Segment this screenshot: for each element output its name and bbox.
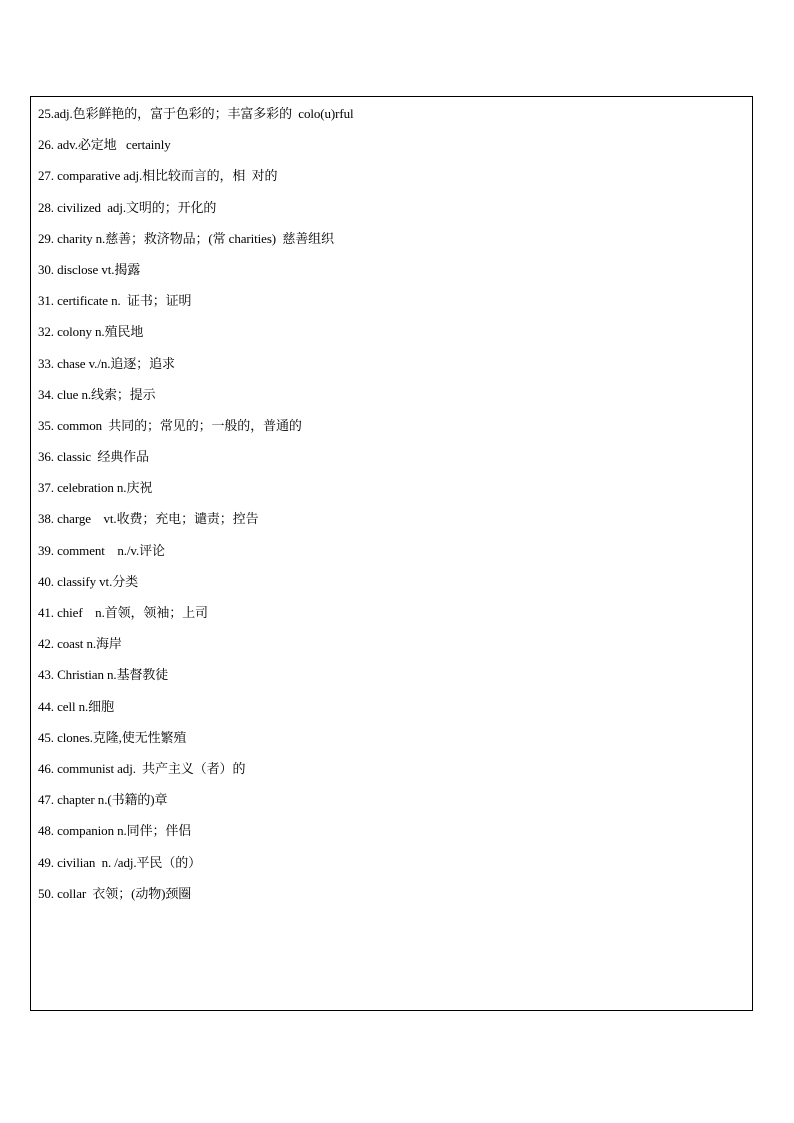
- vocabulary-entry-34: 34. clue n.线索；提示: [38, 386, 156, 402]
- vocabulary-entry-25: 25.adj.色彩鲜艳的，富于色彩的；丰富多彩的 colo(u)rful: [38, 106, 354, 121]
- vocabulary-entry-50: 50. collar 衣领；(动物)颈圈: [38, 885, 192, 901]
- vocabulary-entry-27: 27. comparative adj.相比较而言的，相 对的: [38, 168, 278, 184]
- vocabulary-entry-29: 29. charity n.慈善；救济物品；(常 charities) 慈善组织: [38, 230, 334, 246]
- vocabulary-entry-28: 28. civilized adj.文明的；开化的: [38, 199, 217, 215]
- vocabulary-entry-48: 48. companion n.同伴；伴侣: [38, 823, 192, 839]
- vocabulary-entry-47: 47. chapter n.(书籍的)章: [38, 792, 168, 808]
- vocabulary-entry-41: 41. chief n.首领，领袖；上司: [38, 605, 208, 620]
- vocabulary-table-cell: [30, 96, 753, 1011]
- vocabulary-entry-39: 39. comment n./v.评论: [38, 542, 165, 558]
- vocabulary-entry-26: 26. adv.必定地 certainly: [38, 137, 171, 153]
- vocabulary-entry-49: 49. civilian n. /adj.平民（的）: [38, 854, 202, 870]
- vocabulary-list: [38, 104, 354, 915]
- vocabulary-entry-37: 37. celebration n.庆祝: [38, 480, 153, 496]
- vocabulary-entry-40: 40. classify vt.分类: [38, 573, 139, 589]
- vocabulary-entry-43: 43. Christian n.基督教徒: [38, 667, 169, 683]
- vocabulary-entry-32: 32. colony n.殖民地: [38, 324, 144, 340]
- vocabulary-entry-30: 30. disclose vt.揭露: [38, 261, 141, 277]
- vocabulary-entry-35: 35. common 共同的；常见的；一般的，普通的: [38, 417, 302, 433]
- vocabulary-entry-33: 33. chase v./n.追逐；追求: [38, 355, 175, 371]
- vocabulary-entry-46: 46. communist adj. 共产主义（者）的: [38, 760, 246, 776]
- vocabulary-entry-42: 42. coast n.海岸: [38, 636, 122, 652]
- vocabulary-entry-38: 38. charge vt.收费；充电；谴责；控告: [38, 511, 259, 527]
- vocabulary-entry-36: 36. classic 经典作品: [38, 449, 149, 465]
- vocabulary-entry-45: 45. clones.克隆,使无性繁殖: [38, 729, 187, 745]
- vocabulary-entry-31: 31. certificate n. 证书；证明: [38, 293, 192, 309]
- vocabulary-entry-44: 44. cell n.细胞: [38, 698, 114, 714]
